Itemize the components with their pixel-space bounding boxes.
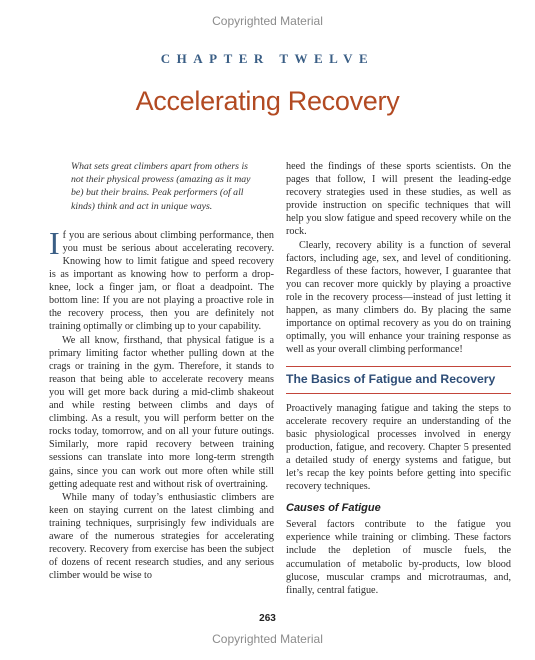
body-paragraph: We all know, firsthand, that physical fatigue is a primary limiting factor whether pulling down at the crags or training in the gym. Therefore, it stands to reason that being able to accelerate recovery means you will get more back during a mid-climb shakeout and while resting between climbs and days of climbing. As a result, you will perform better on the rocks today, tomorrow, and on all your future outings. Similarly, more rapid recovery between training sessions can translate into more long-term strength gains, since you can work out more often while still getting adequate rest and without risk of overtraining. (49, 334, 274, 490)
sub-heading: Causes of Fatigue (286, 502, 381, 515)
section-heading: The Basics of Fatigue and Recovery (286, 366, 511, 393)
left-column (49, 160, 274, 582)
chapter-label: CHAPTER TWELVE (160, 51, 375, 66)
page-number: 263 (259, 613, 276, 624)
body-paragraph: Clearly, recovery ability is a function of several factors, including age, sex, and level of conditioning. Regardless of these factors, however, I guarantee that you can recover more quickly by playing a proactive role in the recovery process—instead of just letting it happen, as many climbers do. By placing the same importance on optimal recovery as you do on training optimally, you will enhance your training response as well as your overall climbing performance! (286, 239, 511, 356)
intro-paragraph-text: f you are serious about climbing performance, then you must be serious about accelerating recovery. Knowing how to limit fatigue and speed recovery is as important as knowing how to perform a drop-knee, lock a finger jam, or float a deadpoint. The bottom line: If you are not playing a proactive role in the recovery process, then you are definitely not training optimally or climbing up to your capability. (49, 229, 274, 333)
chapter-title: Accelerating Recovery (135, 86, 400, 116)
body-paragraph: Proactively managing fatigue and taking the steps to accelerate recovery require an understanding of the basic physiological processes involved in energy production, fatigue, and recovery. Chapter 5 presented a detailed study of energy systems and fatigue, but let’s recap the key points before getting into specific recovery techniques. (286, 402, 511, 493)
body-paragraph: heed the findings of these sports scientists. On the pages that follow, I will present the leading-edge recovery strategies used in these studies, as well as provide instruction on specific techniques that will help you slow fatigue and speed recovery while on the rock. (286, 161, 511, 238)
copyright-watermark-bottom: Copyrighted Material (212, 632, 323, 646)
drop-cap: I (49, 224, 60, 261)
intro-paragraph (49, 224, 274, 334)
body-paragraph: Several factors contribute to the fatigue you experience while training or climbing. These factors include the depletion of muscle fuels, the accumulation of metabolic by-products, low blood glucose, muscular cramps and microtraumas, and, finally, central fatigue. (286, 519, 511, 596)
copyright-watermark-top: Copyrighted Material (212, 14, 323, 28)
body-paragraph: While many of today’s enthusiastic climbers are keen on staying current on the latest climbing and training techniques, surprisingly few individuals are aware of the numerous strategies for accelerating recovery. Recovery from exercise has been the subject of dozens of recent research studies, and any serious climber would be wise to (49, 491, 274, 582)
epigraph: What sets great climbers apart from others is not their physical prowess (amazing as it may be) but their brains. Peak performers (of all kinds) think and act in unique ways. (71, 161, 251, 212)
right-column (286, 160, 511, 597)
